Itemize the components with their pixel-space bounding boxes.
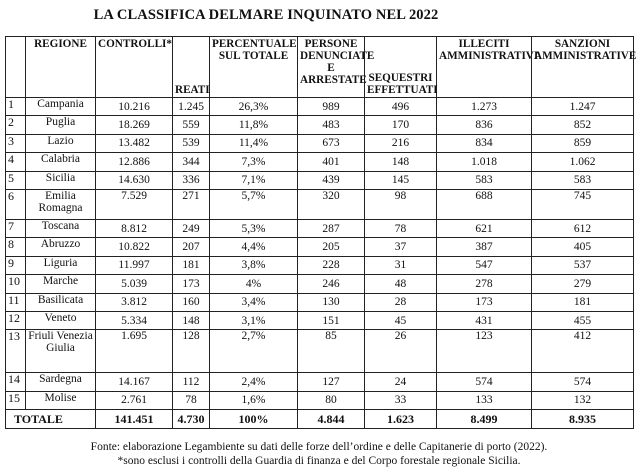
row-regione: Emilia Romagna <box>26 189 96 219</box>
row-persone: 205 <box>298 238 365 256</box>
row-regione: Sardegna <box>26 373 96 391</box>
row-sequestri: 33 <box>365 391 437 409</box>
row-persone: 130 <box>298 293 365 311</box>
row-index: 12 <box>6 311 26 329</box>
row-index: 3 <box>6 134 26 152</box>
total-percentuale: 100% <box>210 410 298 429</box>
row-percentuale: 5,3% <box>210 219 298 237</box>
row-controlli: 12.886 <box>96 153 173 171</box>
row-percentuale: 1,6% <box>210 391 298 409</box>
row-controlli: 8.812 <box>96 219 173 237</box>
row-percentuale: 11,8% <box>210 116 298 134</box>
row-sanzioni: 852 <box>532 116 634 134</box>
row-controlli: 10.822 <box>96 238 173 256</box>
row-illeciti: 688 <box>437 189 532 219</box>
row-index: 8 <box>6 238 26 256</box>
header-reati: REATI <box>173 37 210 98</box>
table-row <box>6 189 634 219</box>
row-reati: 128 <box>173 330 210 373</box>
row-illeciti: 278 <box>437 275 532 293</box>
total-row <box>6 410 634 429</box>
row-sequestri: 48 <box>365 275 437 293</box>
row-index: 2 <box>6 116 26 134</box>
row-persone: 320 <box>298 189 365 219</box>
row-percentuale: 7,1% <box>210 171 298 189</box>
row-reati: 181 <box>173 256 210 274</box>
row-illeciti: 173 <box>437 293 532 311</box>
row-reati: 336 <box>173 171 210 189</box>
row-index: 15 <box>6 391 26 409</box>
row-sanzioni: 181 <box>532 293 634 311</box>
row-controlli: 2.761 <box>96 391 173 409</box>
table-row <box>6 153 634 171</box>
row-regione: Toscana <box>26 219 96 237</box>
row-index: 14 <box>6 373 26 391</box>
row-index: 4 <box>6 153 26 171</box>
row-persone: 401 <box>298 153 365 171</box>
row-persone: 85 <box>298 330 365 373</box>
row-percentuale: 26,3% <box>210 98 298 116</box>
row-sequestri: 496 <box>365 98 437 116</box>
row-index: 10 <box>6 275 26 293</box>
row-illeciti: 583 <box>437 171 532 189</box>
row-regione: Liguria <box>26 256 96 274</box>
row-reati: 249 <box>173 219 210 237</box>
table-row <box>6 134 634 152</box>
row-reati: 1.245 <box>173 98 210 116</box>
row-percentuale: 7,3% <box>210 153 298 171</box>
row-regione: Campania <box>26 98 96 116</box>
row-illeciti: 123 <box>437 330 532 373</box>
row-index: 6 <box>6 189 26 219</box>
row-regione: Puglia <box>26 116 96 134</box>
total-sequestri: 1.623 <box>365 410 437 429</box>
row-illeciti: 547 <box>437 256 532 274</box>
row-sequestri: 28 <box>365 293 437 311</box>
row-persone: 439 <box>298 171 365 189</box>
row-sequestri: 216 <box>365 134 437 152</box>
row-sequestri: 24 <box>365 373 437 391</box>
row-index: 11 <box>6 293 26 311</box>
row-percentuale: 3,1% <box>210 311 298 329</box>
header-regione: REGIONE <box>26 37 96 98</box>
row-sanzioni: 1.247 <box>532 98 634 116</box>
table-header-row <box>6 37 634 98</box>
row-controlli: 14.630 <box>96 171 173 189</box>
row-regione: Molise <box>26 391 96 409</box>
row-reati: 344 <box>173 153 210 171</box>
row-sequestri: 98 <box>365 189 437 219</box>
table-row <box>6 238 634 256</box>
row-illeciti: 574 <box>437 373 532 391</box>
total-persone: 4.844 <box>298 410 365 429</box>
row-persone: 483 <box>298 116 365 134</box>
header-controlli: CONTROLLI* <box>96 37 173 98</box>
row-regione: Calabria <box>26 153 96 171</box>
table-row <box>6 116 634 134</box>
header-sanzioni: SANZIONI AMMINISTRATIVE <box>532 37 634 98</box>
row-controlli: 18.269 <box>96 116 173 134</box>
total-sanzioni: 8.935 <box>532 410 634 429</box>
row-sequestri: 78 <box>365 219 437 237</box>
row-sanzioni: 412 <box>532 330 634 373</box>
row-sanzioni: 132 <box>532 391 634 409</box>
row-persone: 287 <box>298 219 365 237</box>
row-reati: 271 <box>173 189 210 219</box>
table-row <box>6 330 634 373</box>
header-sequestri: SEQUESTRI EFFETTUATI <box>365 37 437 98</box>
row-reati: 173 <box>173 275 210 293</box>
row-percentuale: 3,8% <box>210 256 298 274</box>
header-percentuale: PERCENTUALE SUL TOTALE <box>210 37 298 98</box>
row-controlli: 5.334 <box>96 311 173 329</box>
row-sequestri: 31 <box>365 256 437 274</box>
table-row <box>6 373 634 391</box>
source-note: Fonte: elaborazione Legambiente su dati delle forze dell’ordine e delle Capitanerie di porto (2022). <box>90 441 548 453</box>
row-index: 13 <box>6 330 26 373</box>
row-controlli: 14.167 <box>96 373 173 391</box>
table-row <box>6 256 634 274</box>
row-regione: Lazio <box>26 134 96 152</box>
row-percentuale: 11,4% <box>210 134 298 152</box>
total-illeciti: 8.499 <box>437 410 532 429</box>
row-illeciti: 1.018 <box>437 153 532 171</box>
row-percentuale: 2,4% <box>210 373 298 391</box>
row-sanzioni: 1.062 <box>532 153 634 171</box>
row-illeciti: 1.273 <box>437 98 532 116</box>
row-index: 1 <box>6 98 26 116</box>
table-row <box>6 311 634 329</box>
row-sanzioni: 574 <box>532 373 634 391</box>
row-persone: 80 <box>298 391 365 409</box>
row-reati: 78 <box>173 391 210 409</box>
table-row <box>6 98 634 116</box>
row-controlli: 3.812 <box>96 293 173 311</box>
row-illeciti: 387 <box>437 238 532 256</box>
row-regione: Basilicata <box>26 293 96 311</box>
row-percentuale: 5,7% <box>210 189 298 219</box>
header-illeciti: ILLECITI AMMINISTRATIVI <box>437 37 532 98</box>
row-reati: 539 <box>173 134 210 152</box>
row-reati: 207 <box>173 238 210 256</box>
row-controlli: 1.695 <box>96 330 173 373</box>
row-sequestri: 45 <box>365 311 437 329</box>
header-index <box>6 37 26 98</box>
row-sanzioni: 612 <box>532 219 634 237</box>
row-sanzioni: 405 <box>532 238 634 256</box>
row-controlli: 11.997 <box>96 256 173 274</box>
row-controlli: 5.039 <box>96 275 173 293</box>
row-sanzioni: 455 <box>532 311 634 329</box>
row-regione: Marche <box>26 275 96 293</box>
total-reati: 4.730 <box>173 410 210 429</box>
table-row <box>6 219 634 237</box>
row-percentuale: 3,4% <box>210 293 298 311</box>
table-body <box>6 98 634 410</box>
row-sanzioni: 279 <box>532 275 634 293</box>
pollution-ranking-table <box>5 36 637 429</box>
row-sequestri: 148 <box>365 153 437 171</box>
row-sequestri: 26 <box>365 330 437 373</box>
row-reati: 148 <box>173 311 210 329</box>
row-persone: 989 <box>298 98 365 116</box>
row-reati: 160 <box>173 293 210 311</box>
row-persone: 151 <box>298 311 365 329</box>
row-persone: 228 <box>298 256 365 274</box>
footnote: *sono esclusi i controlli della Guardia di finanza e del Corpo forestale regionale Sicilia. <box>117 455 521 467</box>
table-title: LA CLASSIFICA DELMARE INQUINATO NEL 2022 <box>93 7 439 23</box>
total-controlli: 141.451 <box>96 410 173 429</box>
row-sanzioni: 537 <box>532 256 634 274</box>
row-controlli: 13.482 <box>96 134 173 152</box>
row-reati: 559 <box>173 116 210 134</box>
row-percentuale: 4% <box>210 275 298 293</box>
header-persone: PERSONE DENUNCIATE E ARRESTATE <box>298 37 365 98</box>
row-index: 9 <box>6 256 26 274</box>
row-illeciti: 621 <box>437 219 532 237</box>
row-reati: 112 <box>173 373 210 391</box>
table-row <box>6 171 634 189</box>
row-index: 5 <box>6 171 26 189</box>
row-regione: Abruzzo <box>26 238 96 256</box>
row-regione: Friuli Venezia Giulia <box>26 330 96 373</box>
row-illeciti: 133 <box>437 391 532 409</box>
total-label: TOTALE <box>6 410 96 429</box>
row-persone: 673 <box>298 134 365 152</box>
table-row <box>6 293 634 311</box>
row-controlli: 10.216 <box>96 98 173 116</box>
row-persone: 127 <box>298 373 365 391</box>
table-row <box>6 391 634 409</box>
row-sanzioni: 745 <box>532 189 634 219</box>
row-illeciti: 431 <box>437 311 532 329</box>
table-row <box>6 275 634 293</box>
row-sequestri: 145 <box>365 171 437 189</box>
row-percentuale: 2,7% <box>210 330 298 373</box>
row-sanzioni: 583 <box>532 171 634 189</box>
row-illeciti: 834 <box>437 134 532 152</box>
row-persone: 246 <box>298 275 365 293</box>
row-sanzioni: 859 <box>532 134 634 152</box>
row-regione: Veneto <box>26 311 96 329</box>
row-sequestri: 170 <box>365 116 437 134</box>
row-sequestri: 37 <box>365 238 437 256</box>
row-controlli: 7.529 <box>96 189 173 219</box>
row-index: 7 <box>6 219 26 237</box>
row-regione: Sicilia <box>26 171 96 189</box>
row-illeciti: 836 <box>437 116 532 134</box>
row-percentuale: 4,4% <box>210 238 298 256</box>
